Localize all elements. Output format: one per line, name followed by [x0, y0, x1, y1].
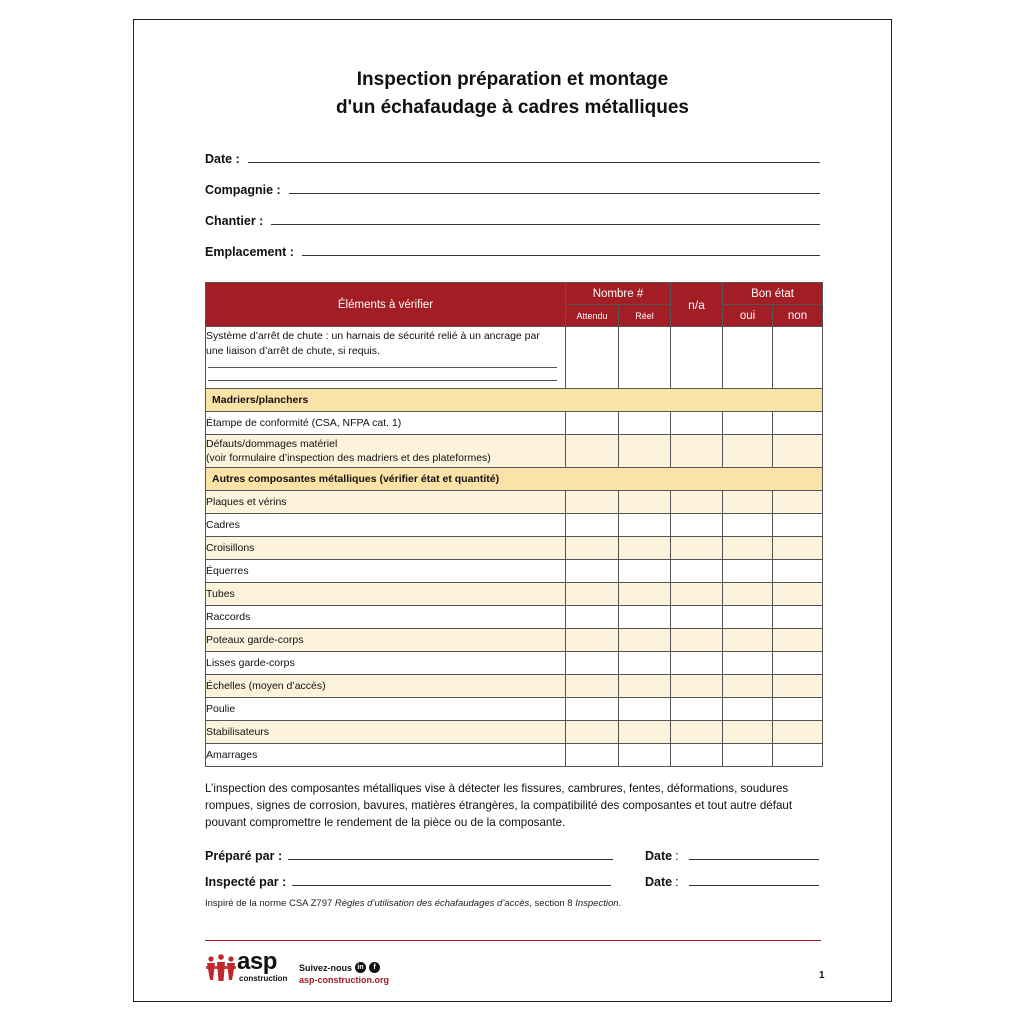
source-citation — [205, 898, 621, 909]
row-label: Poteaux garde-corps — [206, 629, 566, 652]
cell-attendu[interactable] — [566, 412, 619, 435]
table-row — [206, 652, 823, 675]
emplacement-line[interactable] — [302, 254, 820, 256]
cell-attendu[interactable] — [566, 652, 619, 675]
chantier-line[interactable] — [271, 223, 820, 225]
section-row — [206, 468, 823, 491]
cell-na[interactable] — [671, 606, 723, 629]
logo-wordmark: asp — [237, 948, 277, 975]
row-label: Équerres — [206, 560, 566, 583]
cell-na[interactable] — [671, 537, 723, 560]
follow-us — [299, 962, 380, 973]
cell-na[interactable] — [671, 435, 723, 468]
table-row — [206, 514, 823, 537]
source-section: Inspection — [575, 898, 619, 909]
cell-na[interactable] — [671, 327, 723, 389]
chantier-field[interactable] — [205, 210, 820, 228]
cell-oui[interactable] — [723, 721, 773, 744]
table-row — [206, 744, 823, 767]
cell-na[interactable] — [671, 629, 723, 652]
cell-oui[interactable] — [723, 435, 773, 468]
cell-na[interactable] — [671, 412, 723, 435]
source-suffix: . — [618, 898, 622, 909]
header-na: n/a — [671, 283, 723, 327]
section-row — [206, 389, 823, 412]
cell-reel[interactable] — [619, 652, 671, 675]
cell-reel[interactable] — [619, 744, 671, 767]
cell-reel[interactable] — [619, 560, 671, 583]
date-label: Date : — [205, 152, 240, 166]
row-label — [206, 435, 566, 468]
header-attendu: Attendu — [566, 305, 619, 327]
cell-oui[interactable] — [723, 629, 773, 652]
table-row — [206, 698, 823, 721]
cell-reel[interactable] — [619, 675, 671, 698]
prepare-line[interactable] — [288, 858, 613, 860]
cell-oui[interactable] — [723, 744, 773, 767]
cell-reel[interactable] — [619, 514, 671, 537]
cell-na[interactable] — [671, 675, 723, 698]
cell-oui[interactable] — [723, 583, 773, 606]
inspecte-date-label: Date — [645, 875, 673, 889]
table-row — [206, 721, 823, 744]
header-nombre: Nombre # — [566, 283, 671, 305]
cell-attendu[interactable] — [566, 721, 619, 744]
cell-reel[interactable] — [619, 629, 671, 652]
cell-reel[interactable] — [619, 412, 671, 435]
cell-non[interactable] — [773, 583, 823, 606]
title-line-1: Inspection préparation et montage — [356, 69, 669, 90]
cell-na[interactable] — [671, 491, 723, 514]
compagnie-line[interactable] — [289, 192, 820, 194]
cell-oui[interactable] — [723, 491, 773, 514]
prepare-date-line[interactable] — [689, 858, 819, 860]
logo-subtitle: construction — [239, 974, 288, 983]
prepare-label: Préparé par : — [205, 849, 283, 863]
date-line[interactable] — [248, 161, 820, 163]
cell-attendu[interactable] — [566, 327, 619, 389]
cell-attendu[interactable] — [566, 583, 619, 606]
row-label: Étampe de conformité (CSA, NFPA cat. 1) — [206, 412, 566, 435]
prepare-date-field[interactable] — [645, 845, 819, 863]
cell-non[interactable] — [773, 537, 823, 560]
cell-attendu[interactable] — [566, 675, 619, 698]
cell-non[interactable] — [773, 698, 823, 721]
cell-non[interactable] — [773, 744, 823, 767]
cell-attendu[interactable] — [566, 537, 619, 560]
cell-non[interactable] — [773, 491, 823, 514]
cell-non[interactable] — [773, 327, 823, 389]
logo-figures-icon — [206, 953, 236, 983]
cell-reel[interactable] — [619, 491, 671, 514]
cell-oui[interactable] — [723, 514, 773, 537]
row-label: Plaques et vérins — [206, 491, 566, 514]
page-number: 1 — [819, 970, 825, 981]
cell-na[interactable] — [671, 698, 723, 721]
inspecte-date-field[interactable] — [645, 871, 819, 889]
cell-oui[interactable] — [723, 606, 773, 629]
compagnie-field[interactable] — [205, 179, 820, 197]
cell-non[interactable] — [773, 606, 823, 629]
cell-oui[interactable] — [723, 560, 773, 583]
website-link[interactable]: asp-construction.org — [299, 975, 390, 985]
row-label-line-1: Défauts/dommages matériel — [206, 438, 338, 450]
cell-oui[interactable] — [723, 537, 773, 560]
section-madriers: Madriers/planchers — [206, 389, 823, 412]
header-non: non — [773, 305, 823, 327]
cell-reel[interactable] — [619, 606, 671, 629]
prepare-date-label: Date — [645, 849, 673, 863]
table-row — [206, 327, 823, 389]
inspecte-date-colon: : — [675, 875, 679, 889]
row-label: Raccords — [206, 606, 566, 629]
cell-na[interactable] — [671, 560, 723, 583]
row-label: Poulie — [206, 698, 566, 721]
cell-non[interactable] — [773, 652, 823, 675]
table-row — [206, 560, 823, 583]
cell-non[interactable] — [773, 721, 823, 744]
header-elements: Éléments à vérifier — [206, 283, 566, 327]
cell-non[interactable] — [773, 412, 823, 435]
facebook-icon[interactable]: f — [369, 962, 380, 973]
cell-attendu[interactable] — [566, 491, 619, 514]
table-row — [206, 675, 823, 698]
form-page — [133, 19, 892, 1002]
header-bon-etat: Bon état — [723, 283, 823, 305]
row-label: Échelles (moyen d’accès) — [206, 675, 566, 698]
header-oui: oui — [723, 305, 773, 327]
row-label: Tubes — [206, 583, 566, 606]
table-row — [206, 629, 823, 652]
header-reel: Réel — [619, 305, 671, 327]
source-title: Règles d’utilisation des échafaudages d’accès — [334, 898, 530, 909]
inspection-note: L’inspection des composantes métalliques vise à détecter les fissures, cambrures, fentes, déformations, soudures rompues, signes de corrosion, bavures, matières étrangères, la compatibilité des composantes et tout autre défaut pouvant compromettre le rendement de la pièce ou de la composante. — [205, 782, 793, 829]
table-row — [206, 537, 823, 560]
component-rows — [206, 491, 823, 767]
cell-attendu[interactable] — [566, 606, 619, 629]
cell-attendu[interactable] — [566, 514, 619, 537]
write-line[interactable] — [208, 367, 557, 368]
table-row — [206, 606, 823, 629]
cell-reel[interactable] — [619, 698, 671, 721]
inspecte-field[interactable] — [205, 871, 611, 889]
table-row — [206, 583, 823, 606]
follow-label: Suivez-nous — [299, 962, 353, 973]
cell-oui[interactable] — [723, 412, 773, 435]
fall-arrest-text: Système d’arrêt de chute : un harnais de sécurité relié à un ancrage par une liaison d’arrêt de chute, si requis. — [206, 330, 540, 357]
row-label: Stabilisateurs — [206, 721, 566, 744]
cell-non[interactable] — [773, 560, 823, 583]
cell-attendu[interactable] — [566, 698, 619, 721]
form-title — [134, 66, 891, 122]
cell-non[interactable] — [773, 675, 823, 698]
table-row — [206, 412, 823, 435]
inspection-table — [205, 282, 823, 767]
row-label: Croisillons — [206, 537, 566, 560]
section-autres: Autres composantes métalliques (vérifier état et quantité) — [206, 468, 823, 491]
cell-oui[interactable] — [723, 652, 773, 675]
cell-reel[interactable] — [619, 435, 671, 468]
cell-attendu[interactable] — [566, 560, 619, 583]
emplacement-label: Emplacement : — [205, 245, 294, 259]
cell-non[interactable] — [773, 629, 823, 652]
inspecte-date-line[interactable] — [689, 884, 819, 886]
prepare-date-colon: : — [675, 849, 679, 863]
table-row — [206, 491, 823, 514]
table-row — [206, 435, 823, 468]
cell-na[interactable] — [671, 514, 723, 537]
cell-oui[interactable] — [723, 675, 773, 698]
cell-reel[interactable] — [619, 327, 671, 389]
cell-attendu[interactable] — [566, 744, 619, 767]
cell-na[interactable] — [671, 583, 723, 606]
footer-divider — [205, 940, 821, 941]
source-prefix: Inspiré de la norme CSA Z797 — [205, 898, 335, 909]
title-line-2: d'un échafaudage à cadres métalliques — [336, 97, 689, 118]
row-label-line-2: (voir formulaire d’inspection des madriers et des plateformes) — [206, 452, 491, 464]
linkedin-icon[interactable]: in — [355, 962, 366, 973]
cell-oui[interactable] — [723, 698, 773, 721]
inspecte-line[interactable] — [292, 884, 611, 886]
date-field[interactable] — [205, 148, 820, 166]
compagnie-label: Compagnie : — [205, 183, 281, 197]
row-label: Lisses garde-corps — [206, 652, 566, 675]
write-line[interactable] — [208, 380, 557, 381]
cell-non[interactable] — [773, 435, 823, 468]
cell-attendu[interactable] — [566, 629, 619, 652]
cell-reel[interactable] — [619, 721, 671, 744]
asp-logo — [206, 948, 291, 985]
cell-na[interactable] — [671, 744, 723, 767]
cell-na[interactable] — [671, 721, 723, 744]
emplacement-field[interactable] — [205, 241, 820, 259]
source-middle: , section 8 — [529, 898, 576, 909]
cell-na[interactable] — [671, 652, 723, 675]
inspecte-label: Inspecté par : — [205, 875, 287, 889]
row-label — [206, 327, 566, 389]
row-label: Cadres — [206, 514, 566, 537]
chantier-label: Chantier : — [205, 214, 264, 228]
cell-attendu[interactable] — [566, 435, 619, 468]
cell-oui[interactable] — [723, 327, 773, 389]
prepare-field[interactable] — [205, 845, 613, 863]
cell-non[interactable] — [773, 514, 823, 537]
cell-reel[interactable] — [619, 583, 671, 606]
row-label: Amarrages — [206, 744, 566, 767]
cell-reel[interactable] — [619, 537, 671, 560]
